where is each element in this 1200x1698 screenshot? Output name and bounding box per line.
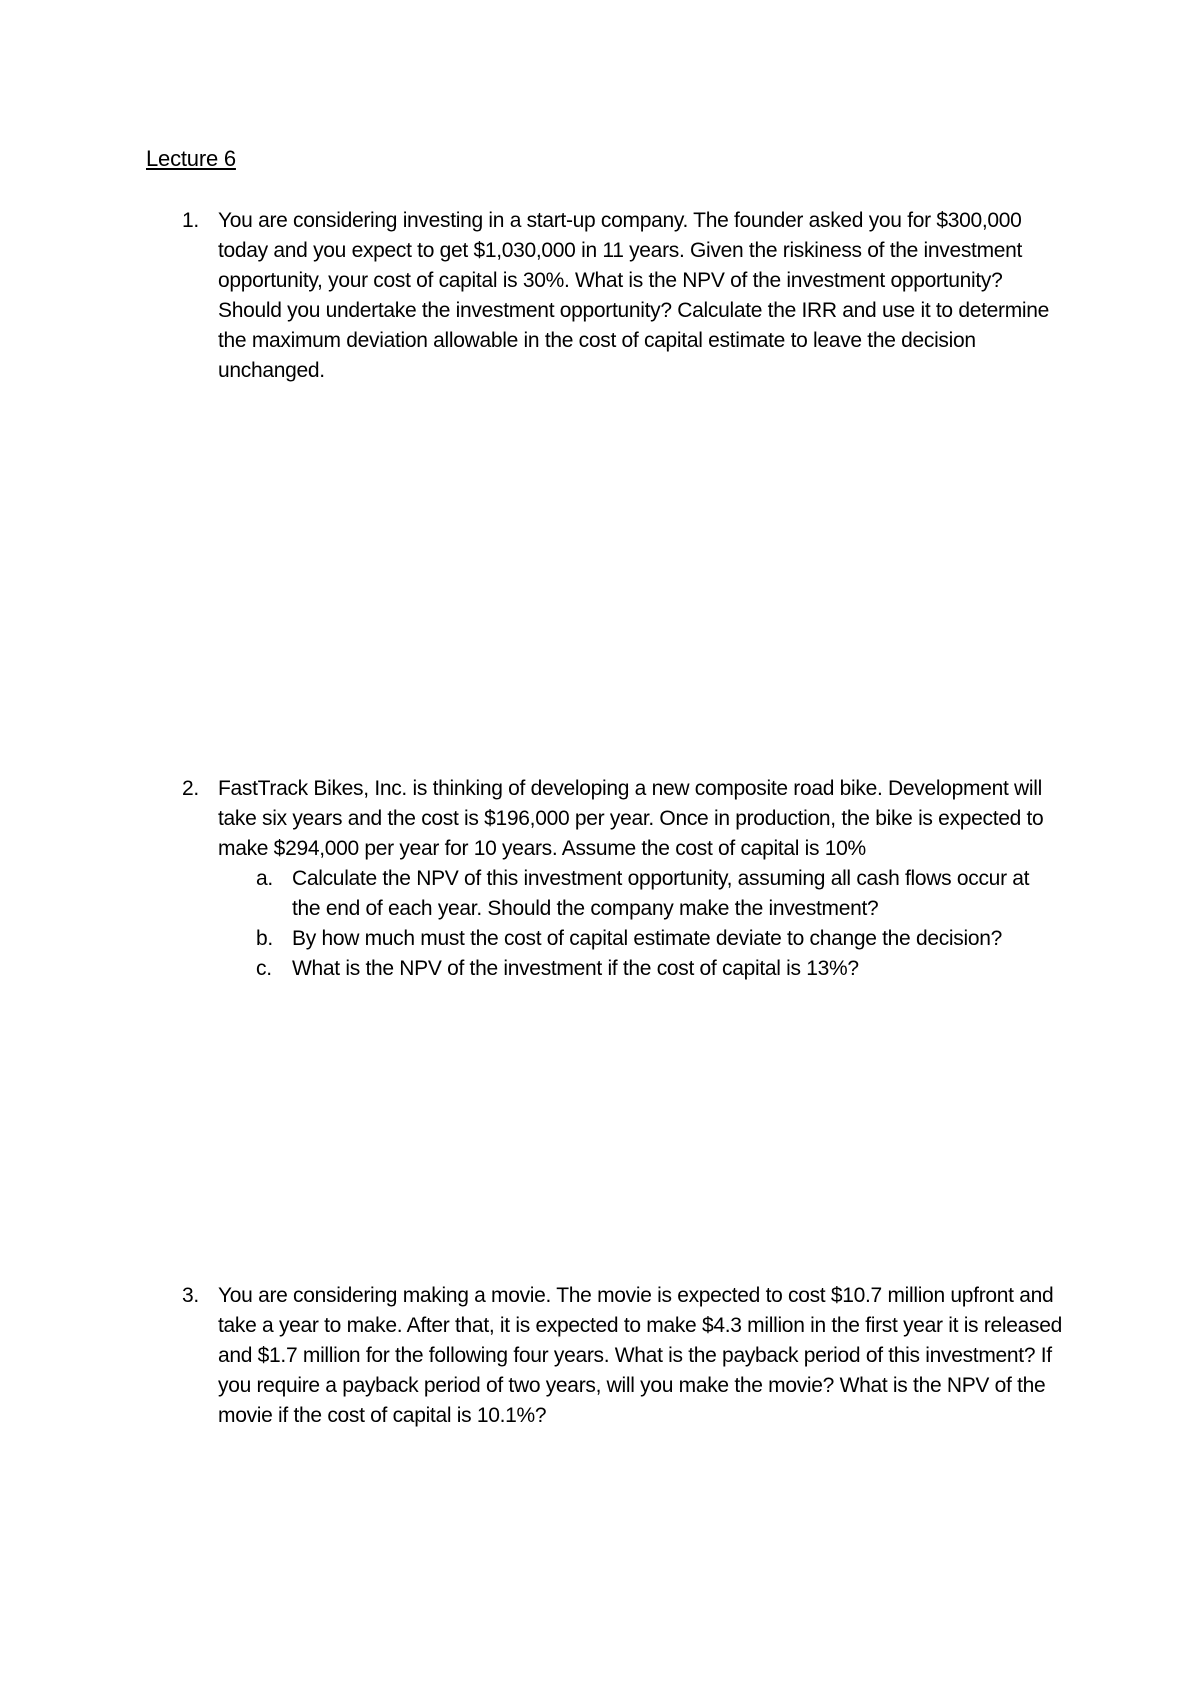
- subpart-letter: c.: [256, 957, 272, 980]
- subpart-b: [256, 924, 1062, 954]
- subpart-a: [256, 864, 1062, 924]
- question-2: [182, 774, 1062, 984]
- subparts-list: [182, 864, 1062, 984]
- subpart-text: Calculate the NPV of this investment opportunity, assuming all cash flows occur at the end of each year. Should the company make the investment?: [292, 867, 1030, 920]
- question-3: [182, 1281, 1062, 1431]
- subpart-text: What is the NPV of the investment if the cost of capital is 13%?: [292, 957, 859, 980]
- question-number: 1.: [182, 209, 199, 232]
- question-1: [182, 206, 1062, 386]
- subpart-letter: a.: [256, 867, 273, 890]
- subpart-c: [256, 954, 1062, 984]
- question-text: FastTrack Bikes, Inc. is thinking of developing a new composite road bike. Development will take six years and the cost is $196,000 per year. Once in production, the bike is expected to make $294,000 per year for 10 years. Assume the cost of capital is 10%: [218, 777, 1044, 860]
- page-heading: Lecture 6: [146, 146, 236, 171]
- question-number: 2.: [182, 777, 199, 800]
- question-text: You are considering investing in a start-up company. The founder asked you for $300,000 today and you expect to get $1,030,000 in 11 years. Given the riskiness of the investment opportunity, your cost of capital is 30%. What is the NPV of the investment opportunity? Should you undertake the investment opportunity? Calculate the IRR and use it to determine the maximum deviation allowable in the cost of capital estimate to leave the decision unchanged.: [218, 209, 1050, 382]
- subpart-text: By how much must the cost of capital estimate deviate to change the decision?: [292, 927, 1002, 950]
- question-text: You are considering making a movie. The movie is expected to cost $10.7 million upfront and take a year to make. After that, it is expected to make $4.3 million in the first year it is released and $1.7 million for the following four years. What is the payback period of this investment? If you require a payback period of two years, will you make the movie? What is the NPV of the movie if the cost of capital is 10.1%?: [218, 1284, 1062, 1427]
- question-number: 3.: [182, 1284, 199, 1307]
- subpart-letter: b.: [256, 927, 273, 950]
